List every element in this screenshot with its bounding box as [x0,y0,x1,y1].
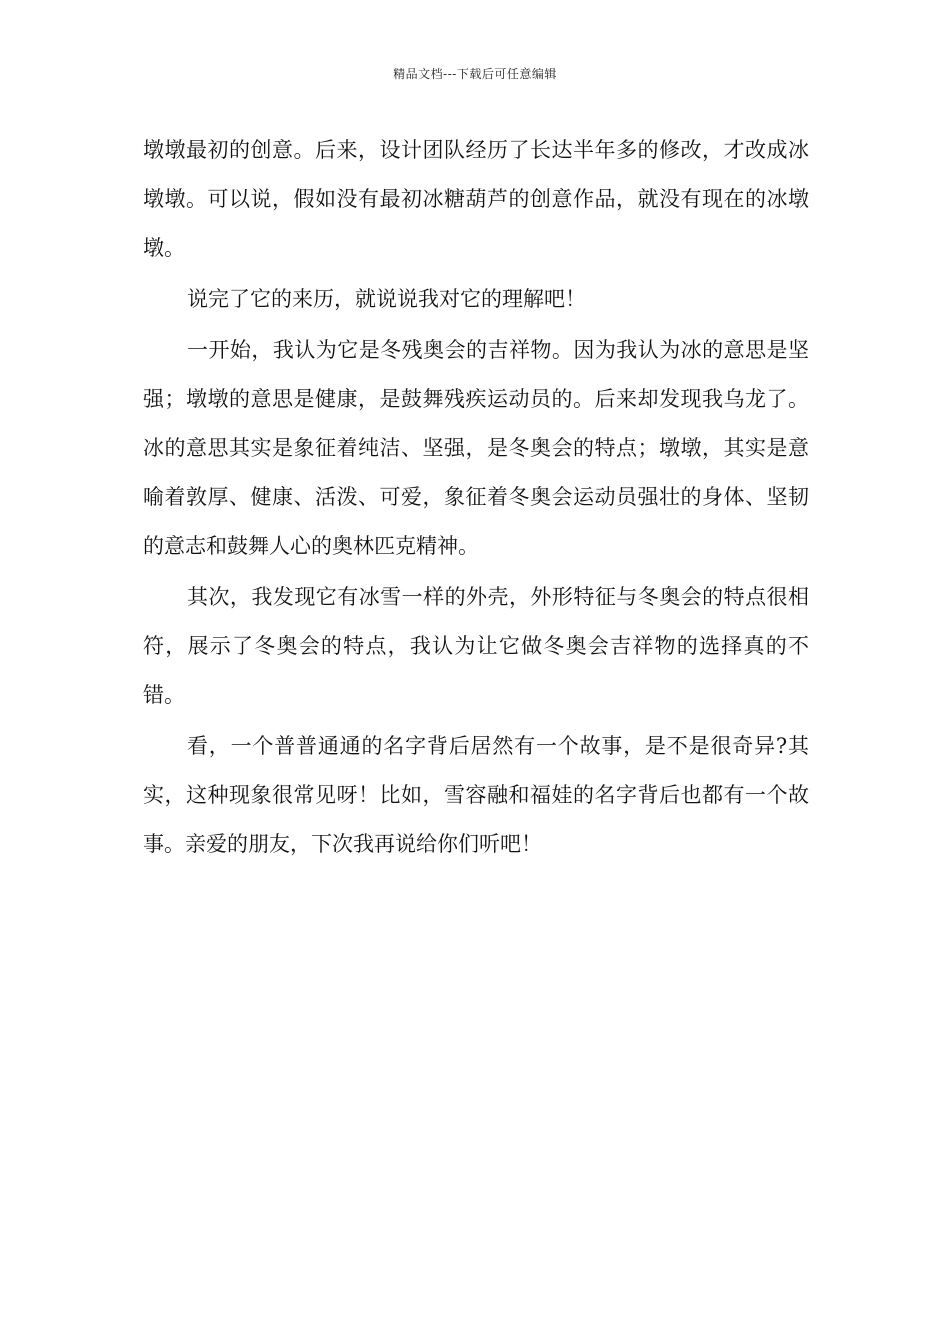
page-header: 精品文档---下载后可任意编辑 [393,67,557,81]
paragraph-1: 墩墩最初的创意。后来，设计团队经历了长达半年多的修改，才改成冰墩墩。可以说，假如没有最初冰糖葫芦的创意作品，就没有现在的冰墩墩。 [143,138,809,260]
paragraph-5: 看，一个普普通通的名字背后居然有一个故事，是不是很奇异?其实，这种现象很常见呀！比如，雪容融和福娃的名字背后也都有一个故事。亲爱的朋友，下次我再说给你们听吧！ [143,734,809,856]
paragraph-4: 其次，我发现它有冰雪一样的外壳，外形特征与冬奥会的特点很相符，展示了冬奥会的特点，我认为让它做冬奥会吉祥物的选择真的不错。 [143,585,809,707]
document-body [143,126,809,869]
paragraph-2: 说完了它的来历，就说说我对它的理解吧！ [187,287,586,311]
paragraph-3: 一开始，我认为它是冬残奥会的吉祥物。因为我认为冰的意思是坚强；墩墩的意思是健康，是鼓舞残疾运动员的。后来却发现我乌龙了。冰的意思其实是象征着纯洁、坚强，是冬奥会的特点；墩墩，其实是意喻着敦厚、健康、活泼、可爱，象征着冬奥会运动员强壮的身体、坚韧的意志和鼓舞人心的奥林匹克精神。 [143,338,809,558]
